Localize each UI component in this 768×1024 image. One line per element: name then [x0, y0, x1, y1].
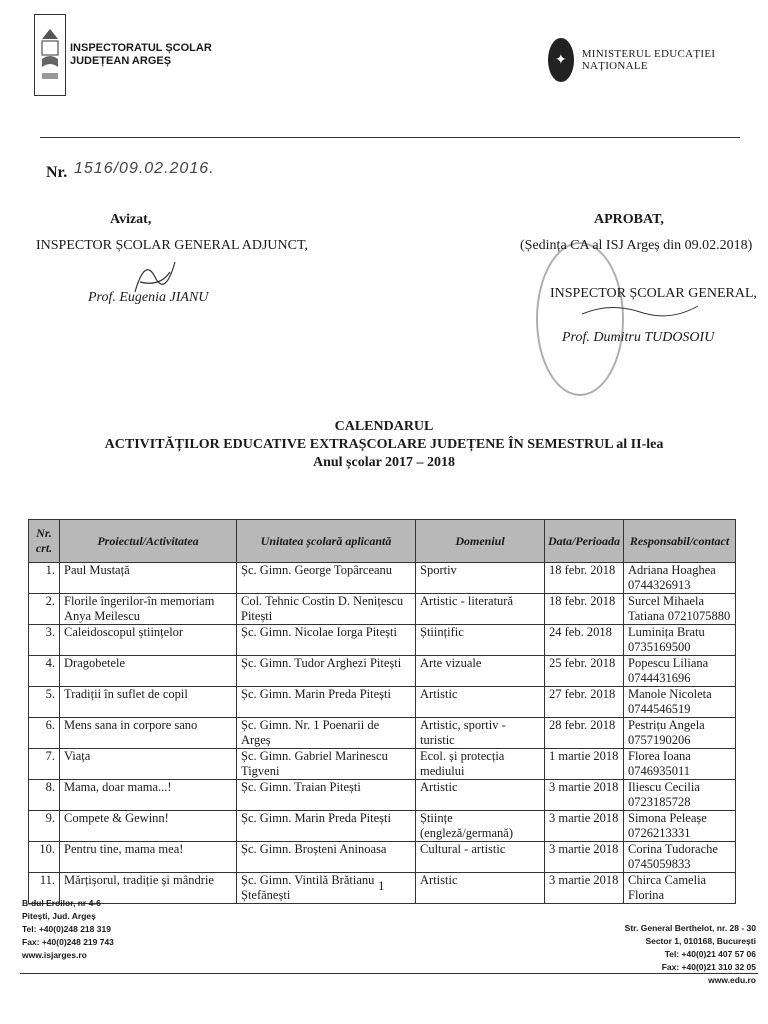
cell-domeniu: Artistic, sportiv -turistic — [416, 718, 545, 749]
table-row — [29, 842, 736, 873]
footer-left-fax: Fax: +40(0)248 219 743 — [22, 937, 114, 947]
cell-data: 3 martie 2018 — [545, 873, 624, 904]
cell-domeniu: Cultural - artistic — [416, 842, 545, 873]
cell-domeniu: Sportiv — [416, 563, 545, 594]
cell-responsabil: Chirca Camelia Florina — [624, 873, 736, 904]
cell-responsabil: Simona Peleașe 0726213331 — [624, 811, 736, 842]
footer-left-web: www.isjarges.ro — [22, 950, 87, 960]
cell-data: 18 febr. 2018 — [545, 563, 624, 594]
cell-data: 18 febr. 2018 — [545, 594, 624, 625]
cell-nr: 11. — [29, 873, 60, 904]
cell-proiect: Florile îngerilor-în memoriam Anya Meilescu — [60, 594, 237, 625]
cell-unitate: Șc. Gimn. Marin Preda Pitești — [237, 687, 416, 718]
col-header-domeniu: Domeniul — [416, 520, 545, 563]
table-row — [29, 594, 736, 625]
avizat-name: Prof. Eugenia JIANU — [88, 290, 209, 305]
isj-name-line1: INSPECTORATUL ȘCOLAR — [70, 42, 212, 54]
aprobat-role: INSPECTOR ȘCOLAR GENERAL, — [550, 286, 758, 301]
cell-unitate: Șc. Gimn. Nr. 1 Poenarii de Argeș — [237, 718, 416, 749]
footer-left-city: Pitești, Jud. Argeș — [22, 911, 96, 921]
cell-responsabil: Florea Ioana 0746935011 — [624, 749, 736, 780]
cell-domeniu: Ecol. și protecția mediului — [416, 749, 545, 780]
footer-left-tel: Tel: +40(0)248 218 319 — [22, 924, 111, 934]
cell-proiect: Viața — [60, 749, 237, 780]
cell-nr: 9. — [29, 811, 60, 842]
col-header-unitate: Unitatea școlară aplicantă — [237, 520, 416, 563]
table-row — [29, 811, 736, 842]
cell-proiect: Pentru tine, mama mea! — [60, 842, 237, 873]
cell-data: 1 martie 2018 — [545, 749, 624, 780]
cell-responsabil: Surcel Mihaela Tatiana 0721075880 — [624, 594, 736, 625]
footer-right-address: Str. General Berthelot, nr. 28 - 30 — [624, 923, 756, 933]
signature-left-icon — [130, 252, 180, 302]
cell-domeniu: Arte vizuale — [416, 656, 545, 687]
cell-nr: 4. — [29, 656, 60, 687]
cell-nr: 5. — [29, 687, 60, 718]
cell-responsabil: Corina Tudorache 0745059833 — [624, 842, 736, 873]
footer-right-web: www.edu.ro — [708, 975, 756, 985]
header-divider — [40, 137, 740, 138]
cell-proiect: Caleidoscopul științelor — [60, 625, 237, 656]
cell-proiect: Paul Mustață — [60, 563, 237, 594]
men-name: MINISTERUL EDUCAȚIEI NAȚIONALE — [581, 48, 716, 72]
isj-logo-icon — [34, 14, 66, 96]
cell-data: 27 febr. 2018 — [545, 687, 624, 718]
cell-responsabil: Luminița Bratu 0735169500 — [624, 625, 736, 656]
footer-right-tel: Tel: +40(0)21 407 57 06 — [664, 949, 756, 959]
cell-responsabil: Popescu Liliana 0744431696 — [624, 656, 736, 687]
cell-domeniu: Științe (engleză/germană) — [416, 811, 545, 842]
cell-responsabil: Iliescu Cecilia 0723185728 — [624, 780, 736, 811]
activities-table — [28, 519, 736, 904]
aprobat-title: APROBAT, — [594, 212, 664, 227]
footer-left — [22, 897, 114, 962]
cell-domeniu: Artistic — [416, 780, 545, 811]
table-row — [29, 625, 736, 656]
cell-domeniu: Artistic — [416, 687, 545, 718]
col-header-responsabil: Responsabil/contact — [624, 520, 736, 563]
col-header-data: Data/Perioada — [545, 520, 624, 563]
doc-nr-value: 1516/09.02.2016. — [74, 160, 215, 177]
col-header-nr: Nr. crt. — [29, 520, 60, 563]
signature-right-icon — [580, 300, 700, 320]
cell-responsabil: Manole Nicoleta 0744546519 — [624, 687, 736, 718]
cell-unitate: Șc. Gimn. Traian Pitești — [237, 780, 416, 811]
cell-proiect: Mens sana in corpore sano — [60, 718, 237, 749]
cell-unitate: Șc. Gimn. Marin Preda Pitești — [237, 811, 416, 842]
cell-data: 25 febr. 2018 — [545, 656, 624, 687]
cell-proiect: Dragobetele — [60, 656, 237, 687]
cell-data: 3 martie 2018 — [545, 842, 624, 873]
aprobat-meeting: (Ședința CA al ISJ Argeș din 09.02.2018) — [520, 238, 753, 253]
cell-nr: 3. — [29, 625, 60, 656]
isj-name-line2: JUDEȚEAN ARGEȘ — [70, 55, 172, 67]
table-header-row — [29, 520, 736, 563]
calendar-title: CALENDARUL — [334, 419, 434, 434]
cell-domeniu: Științific — [416, 625, 545, 656]
cell-unitate: Șc. Gimn. Gabriel Marinescu Tigveni — [237, 749, 416, 780]
men-header — [548, 38, 768, 82]
school-year: Anul școlar 2017 – 2018 — [312, 455, 456, 470]
col-header-proiect: Proiectul/Activitatea — [60, 520, 237, 563]
table-row — [29, 749, 736, 780]
table-row — [29, 563, 736, 594]
cell-data: 28 febr. 2018 — [545, 718, 624, 749]
cell-unitate: Șc. Gimn. Vintilă Brătianu Ștefănești — [237, 873, 416, 904]
footer-right-fax: Fax: +40(0)21 310 32 05 — [661, 962, 756, 972]
coat-of-arms-icon: ✦ — [548, 38, 574, 82]
avizat-title: Avizat, — [110, 212, 152, 227]
cell-unitate: Col. Tehnic Costin D. Nenițescu Pitești — [237, 594, 416, 625]
calendar-subtitle: ACTIVITĂȚILOR EDUCATIVE EXTRAȘCOLARE JUDEȚENE ÎN SEMESTRUL al II-lea — [104, 437, 664, 452]
cell-nr: 10. — [29, 842, 60, 873]
footer-divider — [20, 973, 758, 974]
cell-domeniu: Artistic - literatură — [416, 594, 545, 625]
cell-nr: 2. — [29, 594, 60, 625]
cell-unitate: Șc. Gimn. George Topârceanu — [237, 563, 416, 594]
cell-nr: 6. — [29, 718, 60, 749]
table-row — [29, 656, 736, 687]
cell-nr: 8. — [29, 780, 60, 811]
cell-proiect: Tradiții în suflet de copil — [60, 687, 237, 718]
table-row — [29, 718, 736, 749]
footer-right — [596, 922, 756, 987]
cell-domeniu: Artistic — [416, 873, 545, 904]
cell-unitate: Șc. Gimn. Broșteni Aninoasa — [237, 842, 416, 873]
cell-unitate: Șc. Gimn. Nicolae Iorga Pitești — [237, 625, 416, 656]
table-row — [29, 780, 736, 811]
cell-responsabil: Adriana Hoaghea 0744326913 — [624, 563, 736, 594]
footer-left-address: B-dul Eroilor, nr 4-6 — [22, 898, 101, 908]
cell-data: 24 feb. 2018 — [545, 625, 624, 656]
cell-unitate: Șc. Gimn. Tudor Arghezi Pitești — [237, 656, 416, 687]
doc-nr-label: Nr. — [46, 164, 68, 181]
cell-proiect: Mărțișorul, tradiție și mândrie — [60, 873, 237, 904]
cell-proiect: Compete & Gewinn! — [60, 811, 237, 842]
cell-data: 3 martie 2018 — [545, 811, 624, 842]
cell-responsabil: Pestrițu Angela 0757190206 — [624, 718, 736, 749]
isj-header — [34, 14, 212, 96]
cell-data: 3 martie 2018 — [545, 780, 624, 811]
cell-nr: 7. — [29, 749, 60, 780]
aprobat-name: Prof. Dumitru TUDOSOIU — [562, 330, 715, 345]
footer-right-city: Sector 1, 010168, București — [645, 936, 756, 946]
table-row — [29, 687, 736, 718]
avizat-role: INSPECTOR ȘCOLAR GENERAL ADJUNCT, — [36, 238, 308, 253]
page-number: 1 — [378, 878, 385, 893]
cell-nr: 1. — [29, 563, 60, 594]
cell-proiect: Mama, doar mama...! — [60, 780, 237, 811]
